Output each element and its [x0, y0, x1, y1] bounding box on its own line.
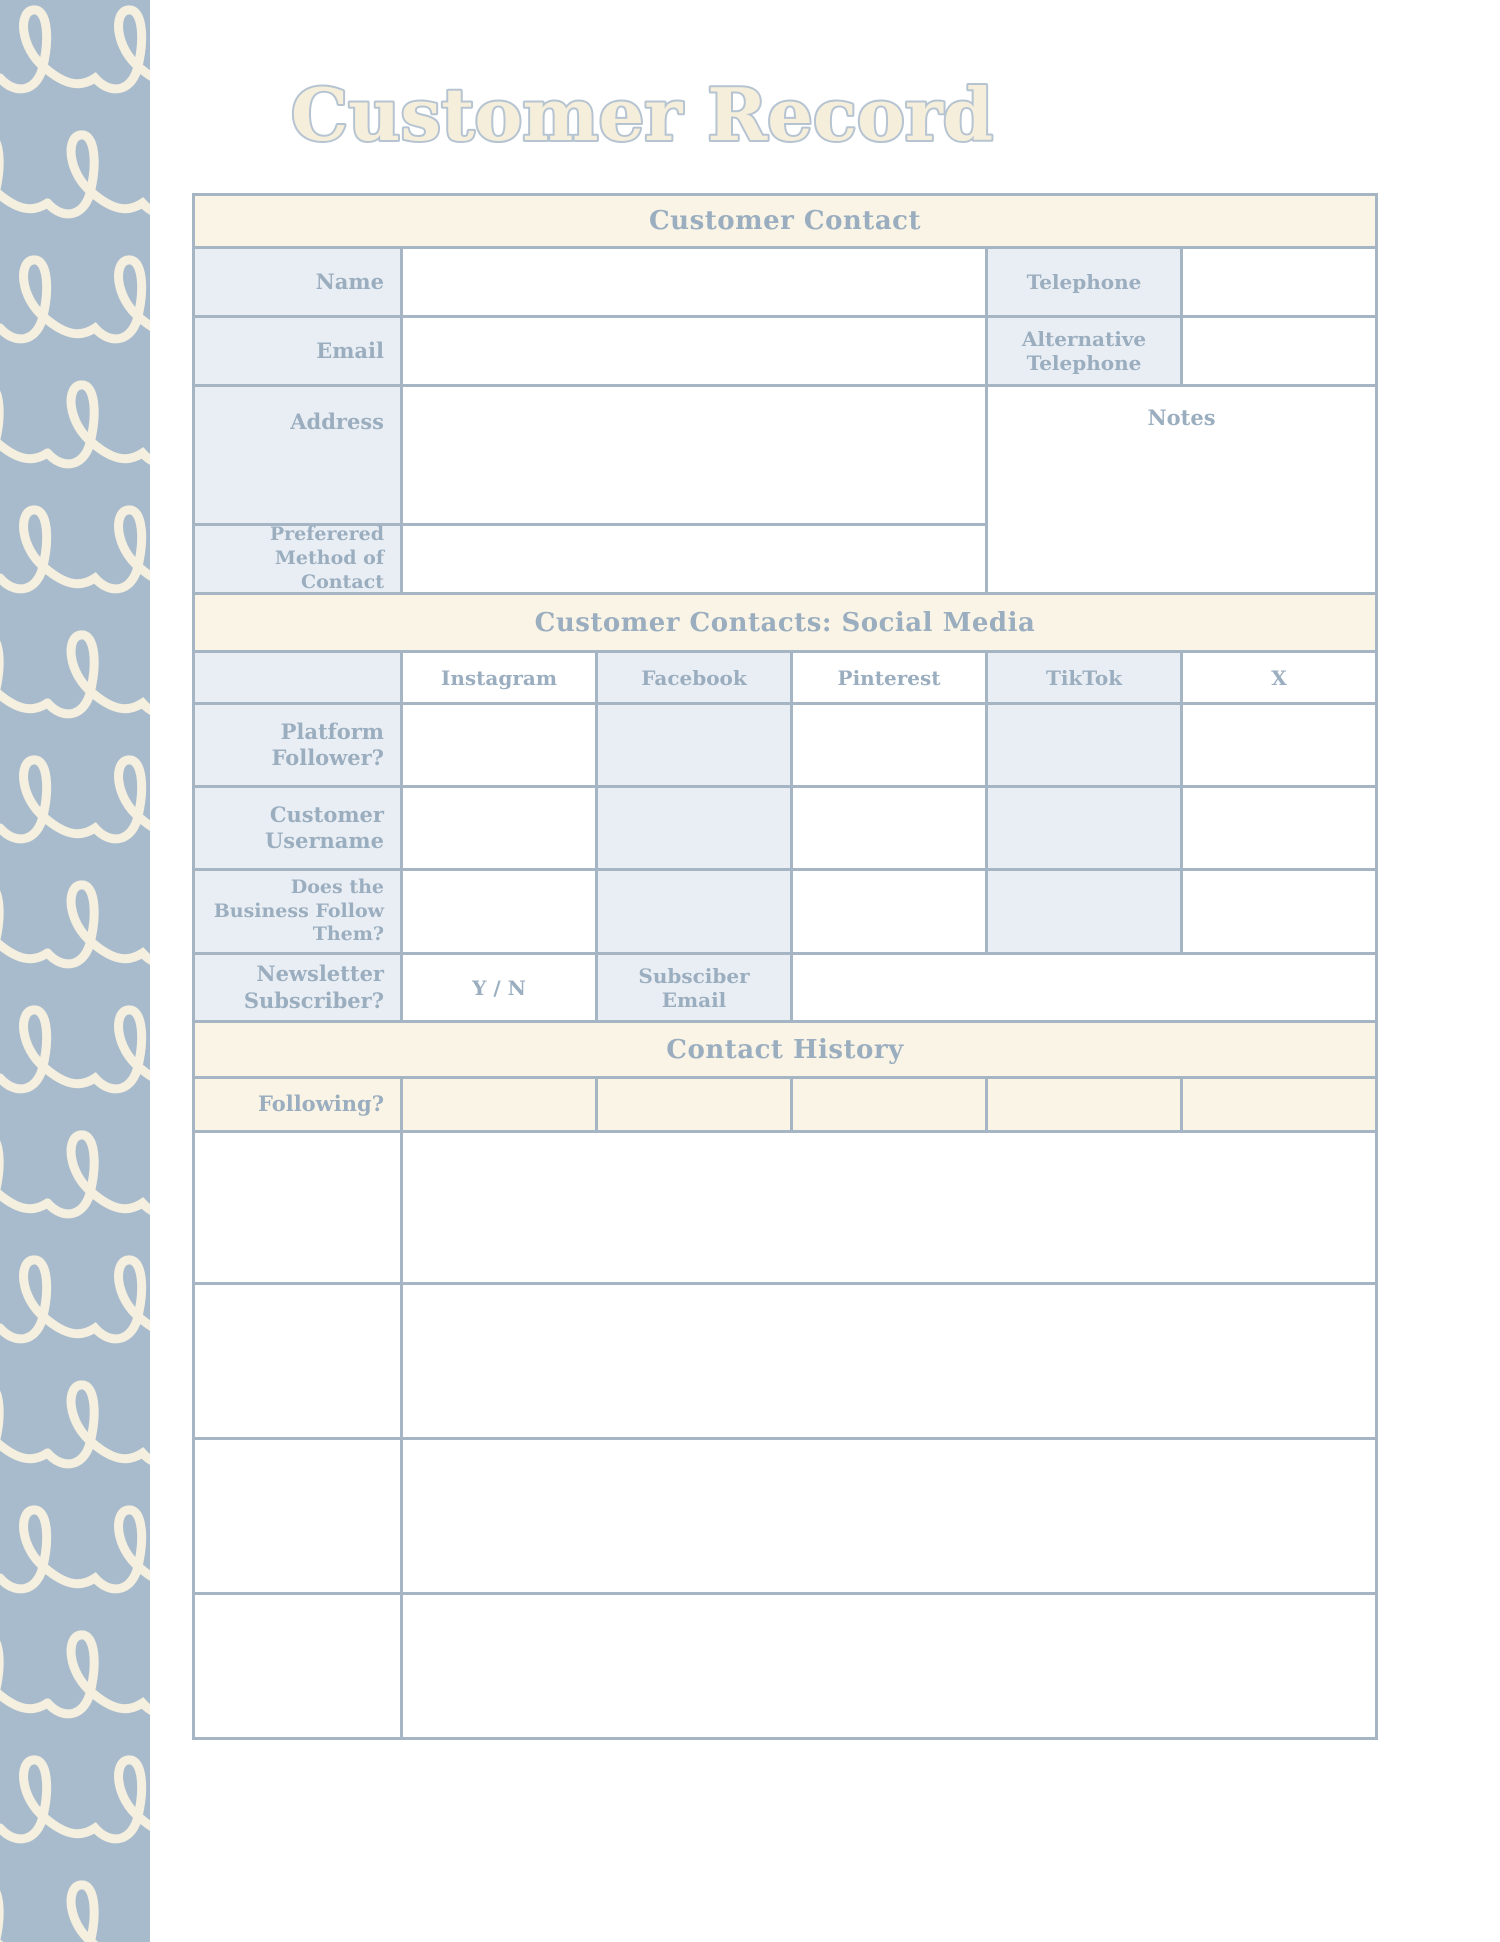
history-row-1-date-cell[interactable] [195, 1133, 400, 1282]
business-follows-facebook-cell[interactable] [598, 871, 790, 952]
page-title-wrap [192, 52, 1092, 162]
alt-telephone-label: Alternative Telephone [988, 318, 1180, 384]
customer-username-label: Customer Username [195, 788, 400, 868]
following-facebook-cell[interactable] [598, 1079, 790, 1130]
following-label: Following? [195, 1079, 400, 1130]
alt-telephone-input[interactable] [1183, 318, 1375, 384]
preferred-method-input[interactable] [403, 526, 985, 592]
customer-username-facebook-cell[interactable] [598, 788, 790, 868]
history-row-4-notes-cell[interactable] [403, 1595, 1375, 1737]
sidebar-loop-pattern [0, 0, 150, 1942]
platform-follower-instagram-cell[interactable] [403, 705, 595, 785]
history-row-1-notes-cell[interactable] [403, 1133, 1375, 1282]
history-row-4-date-cell[interactable] [195, 1595, 400, 1737]
address-label: Address [195, 387, 400, 523]
platform-follower-facebook-cell[interactable] [598, 705, 790, 785]
customer-record-form [192, 193, 1378, 1740]
customer-username-tiktok-cell[interactable] [988, 788, 1180, 868]
platform-follower-tiktok-cell[interactable] [988, 705, 1180, 785]
platform-follower-pinterest-cell[interactable] [793, 705, 985, 785]
following-instagram-cell[interactable] [403, 1079, 595, 1130]
social-col-header-instagram: Instagram [403, 653, 595, 702]
section-header-contact-history: Contact History [195, 1023, 1375, 1076]
business-follows-label: Does the Business Follow Them? [195, 871, 400, 952]
page-title: Customer Record [290, 72, 994, 157]
email-label: Email [195, 318, 400, 384]
customer-username-x-cell[interactable] [1183, 788, 1375, 868]
social-corner-cell [195, 653, 400, 702]
social-col-header-tiktok: TikTok [988, 653, 1180, 702]
social-col-header-x: X [1183, 653, 1375, 702]
subscriber-email-label: Subsciber Email [598, 955, 790, 1020]
newsletter-subscriber-label: Newsletter Subscriber? [195, 955, 400, 1020]
history-row-3-notes-cell[interactable] [403, 1440, 1375, 1592]
history-row-2-notes-cell[interactable] [403, 1285, 1375, 1437]
name-input[interactable] [403, 249, 985, 315]
notes-label: Notes [1147, 405, 1216, 430]
social-col-header-pinterest: Pinterest [793, 653, 985, 702]
customer-username-pinterest-cell[interactable] [793, 788, 985, 868]
section-header-customer-contact: Customer Contact [195, 196, 1375, 246]
business-follows-pinterest-cell[interactable] [793, 871, 985, 952]
email-input[interactable] [403, 318, 985, 384]
telephone-label: Telephone [988, 249, 1180, 315]
social-col-header-facebook: Facebook [598, 653, 790, 702]
telephone-input[interactable] [1183, 249, 1375, 315]
following-pinterest-cell[interactable] [793, 1079, 985, 1130]
following-x-cell[interactable] [1183, 1079, 1375, 1130]
address-input[interactable] [403, 387, 985, 523]
business-follows-x-cell[interactable] [1183, 871, 1375, 952]
newsletter-yn-cell[interactable]: Y / N [403, 955, 595, 1020]
platform-follower-label: Platform Follower? [195, 705, 400, 785]
customer-username-instagram-cell[interactable] [403, 788, 595, 868]
name-label: Name [195, 249, 400, 315]
section-header-social-media: Customer Contacts: Social Media [195, 595, 1375, 650]
following-tiktok-cell[interactable] [988, 1079, 1180, 1130]
business-follows-tiktok-cell[interactable] [988, 871, 1180, 952]
notes-area[interactable] [988, 387, 1375, 592]
history-row-3-date-cell[interactable] [195, 1440, 400, 1592]
subscriber-email-input[interactable] [793, 955, 1375, 1020]
platform-follower-x-cell[interactable] [1183, 705, 1375, 785]
preferred-method-label: Preferered Method of Contact [195, 526, 400, 592]
business-follows-instagram-cell[interactable] [403, 871, 595, 952]
history-row-2-date-cell[interactable] [195, 1285, 400, 1437]
